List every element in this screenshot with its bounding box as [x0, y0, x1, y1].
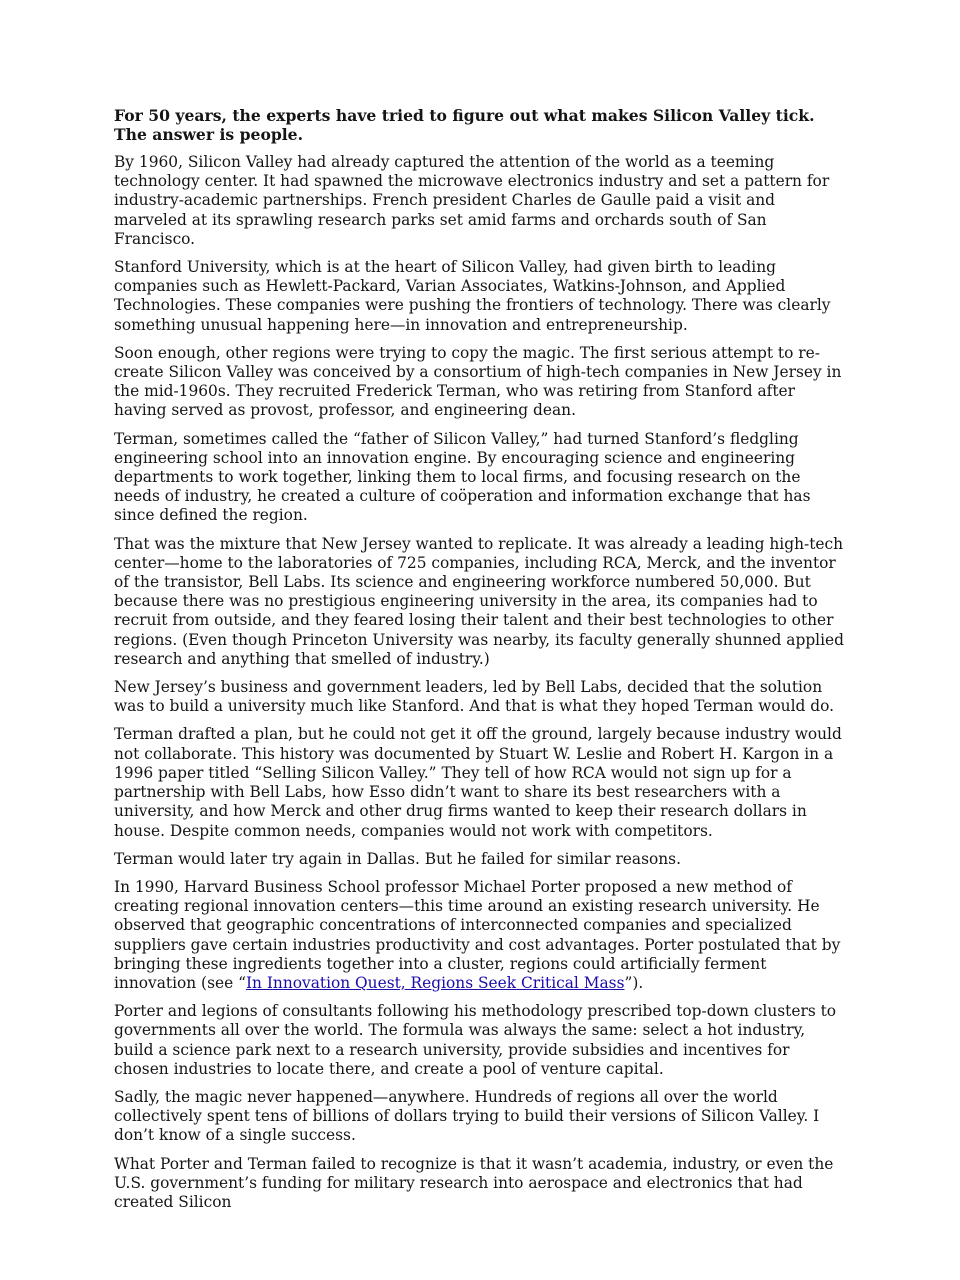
paragraph-magic-never-happened: Sadly, the magic never happened—anywhere. Hundreds of regions all over the world collectively spent tens of billions of dollars trying to build their versions of Silicon Valley. I don’t know of a single success.	[114, 1087, 820, 1145]
paragraph-copy-the-magic: Soon enough, other regions were trying to copy the magic. The first serious attempt to re-create Silicon Valley was conceived by a consortium of high-tech companies in New Jersey in the mid-1960s. They recruited Frederick Terman, who was retiring from Stanford after having served as provost, professor, and engineering dean.	[114, 343, 842, 420]
porter-text-after-link: ”).	[624, 973, 644, 992]
article-headline: For 50 years, the experts have tried to figure out what makes Silicon Valley tick. The answer is people.	[114, 106, 815, 144]
innovation-quest-link[interactable]: In Innovation Quest, Regions Seek Critical Mass	[245, 973, 625, 992]
paragraph-terman-dallas: Terman would later try again in Dallas. But he failed for similar reasons.	[114, 849, 681, 868]
paragraph-new-jersey-leaders: New Jersey’s business and government leaders, led by Bell Labs, decided that the solution was to build a university much like Stanford. And that is what they hoped Terman would do.	[114, 678, 834, 716]
article-page	[114, 106, 849, 1221]
paragraph-porter-consultants: Porter and legions of consultants following his methodology prescribed top-down clusters to governments all over the world. The formula was always the same: select a hot industry, build a science park next to a research university, provide subsidies and incentives for chosen industries to locate there, and create a pool of venture capital.	[114, 1002, 837, 1078]
paragraph-new-jersey-mixture: That was the mixture that New Jersey wanted to replicate. It was already a leading high-tech center—home to the laboratories of 725 companies, including RCA, Merck, and the inventor of the transistor, Bell Labs. Its science and engineering workforce numbered 50,000. But because there was no prestigious engineering university in the area, its companies had to recruit from outside, and they feared losing their talent and their best technologies to other regions. (Even though Princeton University was nearby, its faculty generally shunned applied research and anything that smelled of industry.)	[114, 534, 844, 668]
paragraph-terman-plan: Terman drafted a plan, but he could not get it off the ground, largely because industry would not collaborate. This history was documented by Stuart W. Leslie and Robert H. Kargon in a 1996 paper titled “Selling Silicon Valley.” They tell of how RCA would not sign up for a partnership with Bell Labs, how Esso didn’t want to share its best researchers with a university, and how Merck and other drug firms wanted to keep their research dollars in house. Despite common needs, companies would not work with competitors.	[114, 725, 842, 840]
paragraph-1960-silicon-valley: By 1960, Silicon Valley had already captured the attention of the world as a teeming technology center. It had spawned the microwave electronics industry and set a pattern for industry-academic partnerships. French president Charles de Gaulle paid a visit and marveled at its sprawling research parks set amid farms and orchards south of San Francisco.	[114, 153, 830, 248]
paragraph-terman-father: Terman, sometimes called the “father of Silicon Valley,” had turned Stanford’s fledgling engineering school into an innovation engine. By encouraging science and engineering departments to work together, linking them to local firms, and focusing research on the needs of industry, he created a culture of coöperation and information exchange that has since defined the region.	[114, 429, 811, 525]
paragraph-stanford-university: Stanford University, which is at the heart of Silicon Valley, had given birth to leading companies such as Hewlett-Packard, Varian Associates, Watkins-Johnson, and Applied Technologies. These companies were pushing the frontiers of technology. There was clearly something unusual happening here—in innovation and entrepreneurship.	[114, 258, 831, 334]
porter-text-before-link: In 1990, Harvard Business School professor Michael Porter proposed a new method of creating regional innovation centers—this time around an existing research university. He observed that geographic concentrations of interconnected companies and specialized suppliers gave certain industries productivity and cost advantages. Porter postulated that by bringing these ingredients together into a cluster, regions could artificially ferment innovation (see “	[114, 877, 841, 992]
paragraph-porter-1990	[114, 878, 849, 993]
paragraph-what-porter-failed: What Porter and Terman failed to recognize is that it wasn’t academia, industry, or even the U.S. government’s funding for military research into aerospace and electronics that had created Silicon	[114, 1154, 834, 1211]
